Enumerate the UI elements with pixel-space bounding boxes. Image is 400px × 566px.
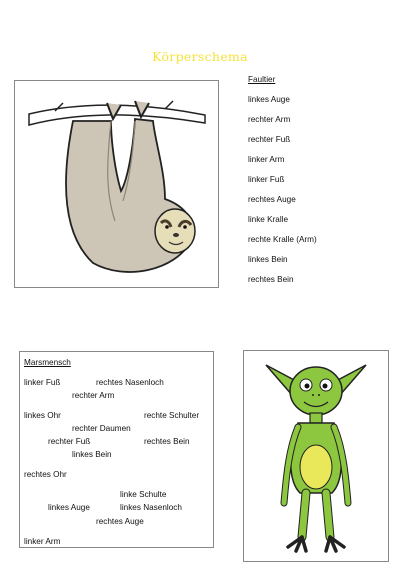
alien-illustration-panel: [243, 350, 389, 562]
alien-word: linker Fuß: [24, 378, 61, 387]
alien-word: linke Schulte: [120, 490, 167, 499]
sloth-item: rechte Kralle (Arm): [248, 235, 317, 244]
alien-word: linkes Nasenloch: [120, 503, 182, 512]
sloth-item: linkes Bein: [248, 255, 288, 264]
page-title: Körperschema: [152, 49, 248, 64]
sloth-item: linke Kralle: [248, 215, 289, 224]
alien-heading: Marsmensch: [24, 358, 71, 367]
sloth-illustration-panel: [14, 80, 219, 288]
alien-word: linkes Auge: [48, 503, 90, 512]
sloth-item: rechter Fuß: [248, 135, 291, 144]
alien-word: rechtes Auge: [96, 517, 144, 526]
alien-word: linkes Bein: [72, 450, 112, 459]
sloth-item: rechtes Bein: [248, 275, 294, 284]
sloth-item: rechtes Auge: [248, 195, 296, 204]
alien-word: rechter Fuß: [48, 437, 91, 446]
sloth-heading: Faultier: [248, 75, 276, 84]
sloth-item: linkes Auge: [248, 95, 290, 104]
alien-word: linkes Ohr: [24, 411, 61, 420]
alien-word: rechtes Nasenloch: [96, 378, 164, 387]
alien-word: linker Arm: [24, 537, 61, 546]
sloth-item: rechter Arm: [248, 115, 291, 124]
alien-word: rechter Arm: [72, 391, 115, 400]
alien-word: rechter Daumen: [72, 424, 131, 433]
alien-word: rechtes Bein: [144, 437, 190, 446]
alien-word: rechte Schulter: [144, 411, 200, 420]
sloth-illustration: [15, 81, 218, 287]
alien-word: rechtes Ohr: [24, 470, 67, 479]
alien-illustration: [244, 351, 388, 561]
sloth-item: linker Arm: [248, 155, 285, 164]
sloth-item: linker Fuß: [248, 175, 285, 184]
